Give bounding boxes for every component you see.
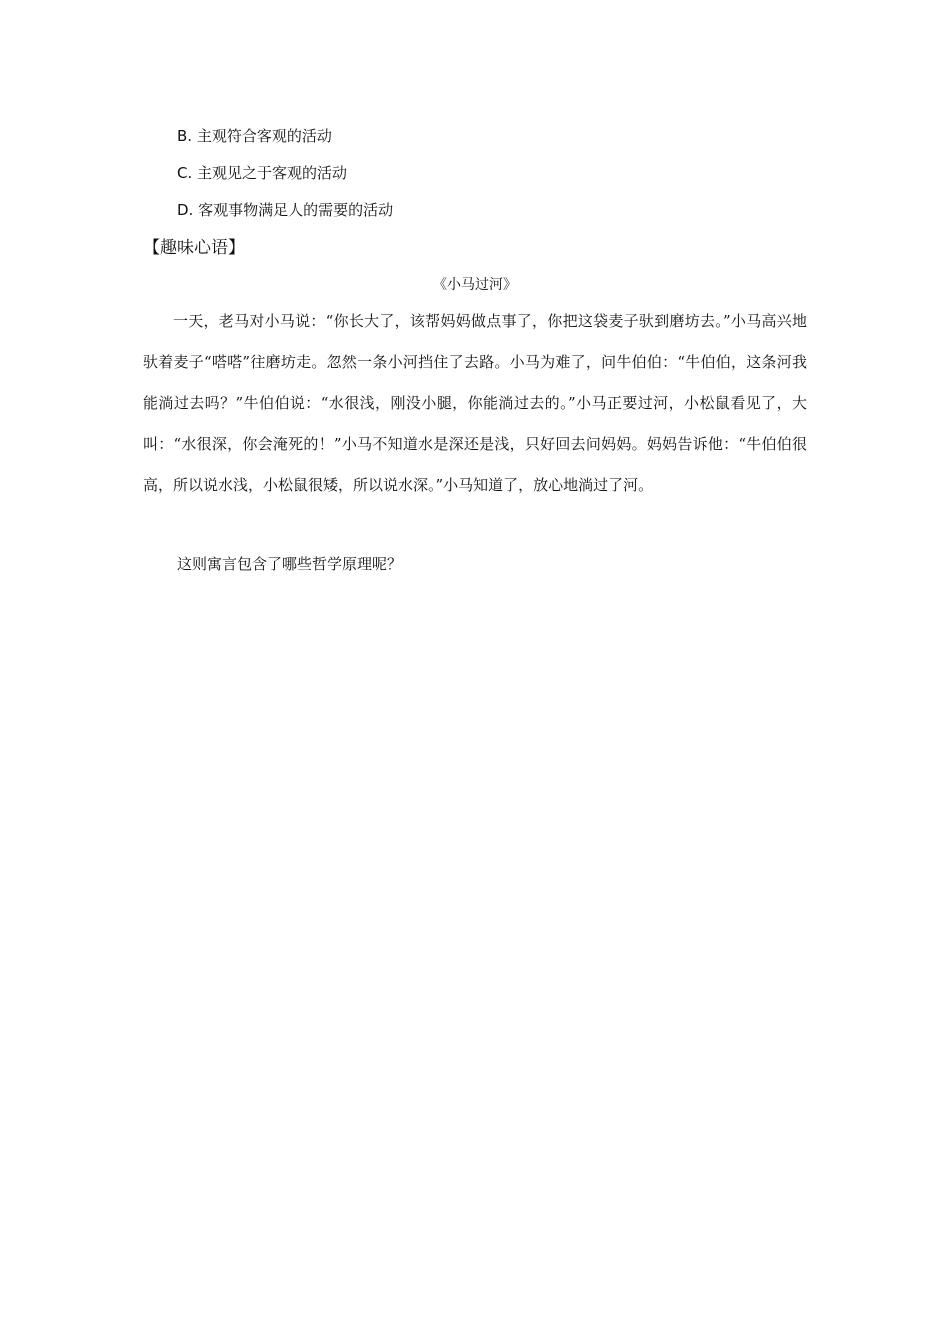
answer-option-c: C. 主观见之于客观的活动 xyxy=(177,164,348,182)
answer-option-b: B. 主观符合客观的活动 xyxy=(177,127,332,145)
story-paragraph: 一天，老马对小马说：“你长大了，该帮妈妈做点事了，你把这袋麦子驮到磨坊去。”小马高兴地驮着麦子“嗒嗒”往磨坊走。忽然一条小河挡住了去路。小马为难了，问牛伯伯：“牛伯伯，这条河我能淌过去吗？”牛伯伯说：“水很浅，刚没小腿，你能淌过去的。”小马正要过河，小松鼠看见了，大叫：“水很深，你会淹死的！”小马不知道水是深还是浅，只好回去问妈妈。妈妈告诉他：“牛伯伯很高，所以说水浅，小松鼠很矮，所以说水深。”小马知道了，放心地淌过了河。 xyxy=(143,312,807,494)
section-heading: 【趣味心语】 xyxy=(143,238,245,258)
discussion-question: 这则寓言包含了哪些哲学原理呢？ xyxy=(177,555,403,573)
answer-option-d: D. 客观事物满足人的需要的活动 xyxy=(177,201,394,219)
story-title: 《小马过河》 xyxy=(433,277,517,293)
